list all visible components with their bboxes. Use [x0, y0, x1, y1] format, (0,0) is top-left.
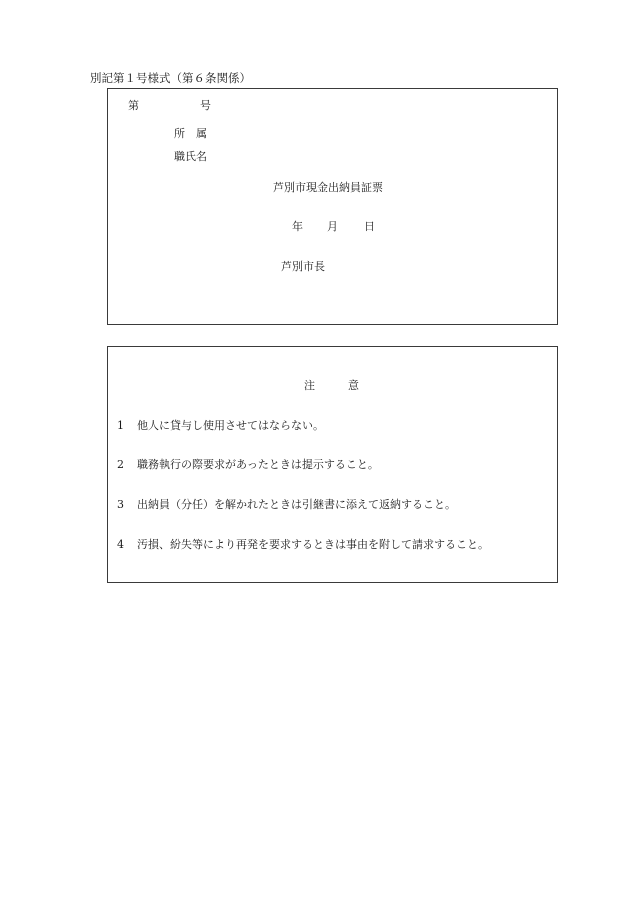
name-label: 職氏名 [174, 150, 207, 163]
notice-item-3-number: 3 [117, 498, 124, 511]
form-label: 別記第１号様式（第６条関係） [90, 71, 251, 85]
notice-item-2-text: 職務執行の際要求があったときは提示すること。 [137, 458, 379, 471]
date-day: 日 [364, 220, 375, 233]
notice-item-4-number: 4 [117, 538, 124, 551]
date-year: 年 [292, 220, 303, 233]
affiliation-label: 所 属 [174, 127, 207, 140]
notice-item-4-text: 汚損、紛失等により再発を要求するときは事由を附して請求すること。 [137, 538, 489, 551]
number-suffix: 号 [200, 99, 211, 112]
notice-item-1-text: 他人に貸与し使用させてはならない。 [137, 419, 324, 432]
number-prefix: 第 [128, 99, 139, 112]
card-title: 芦別市現金出納員証票 [273, 181, 383, 194]
issuer: 芦別市長 [281, 260, 325, 273]
id-card-frame [107, 88, 558, 325]
notice-item-2-number: 2 [117, 458, 124, 471]
date-month: 月 [327, 220, 338, 233]
notice-item-3-text: 出納員（分任）を解かれたときは引継書に添えて返納すること。 [137, 498, 456, 511]
notice-title: 注 意 [304, 379, 359, 392]
notice-item-1-number: 1 [117, 419, 124, 432]
